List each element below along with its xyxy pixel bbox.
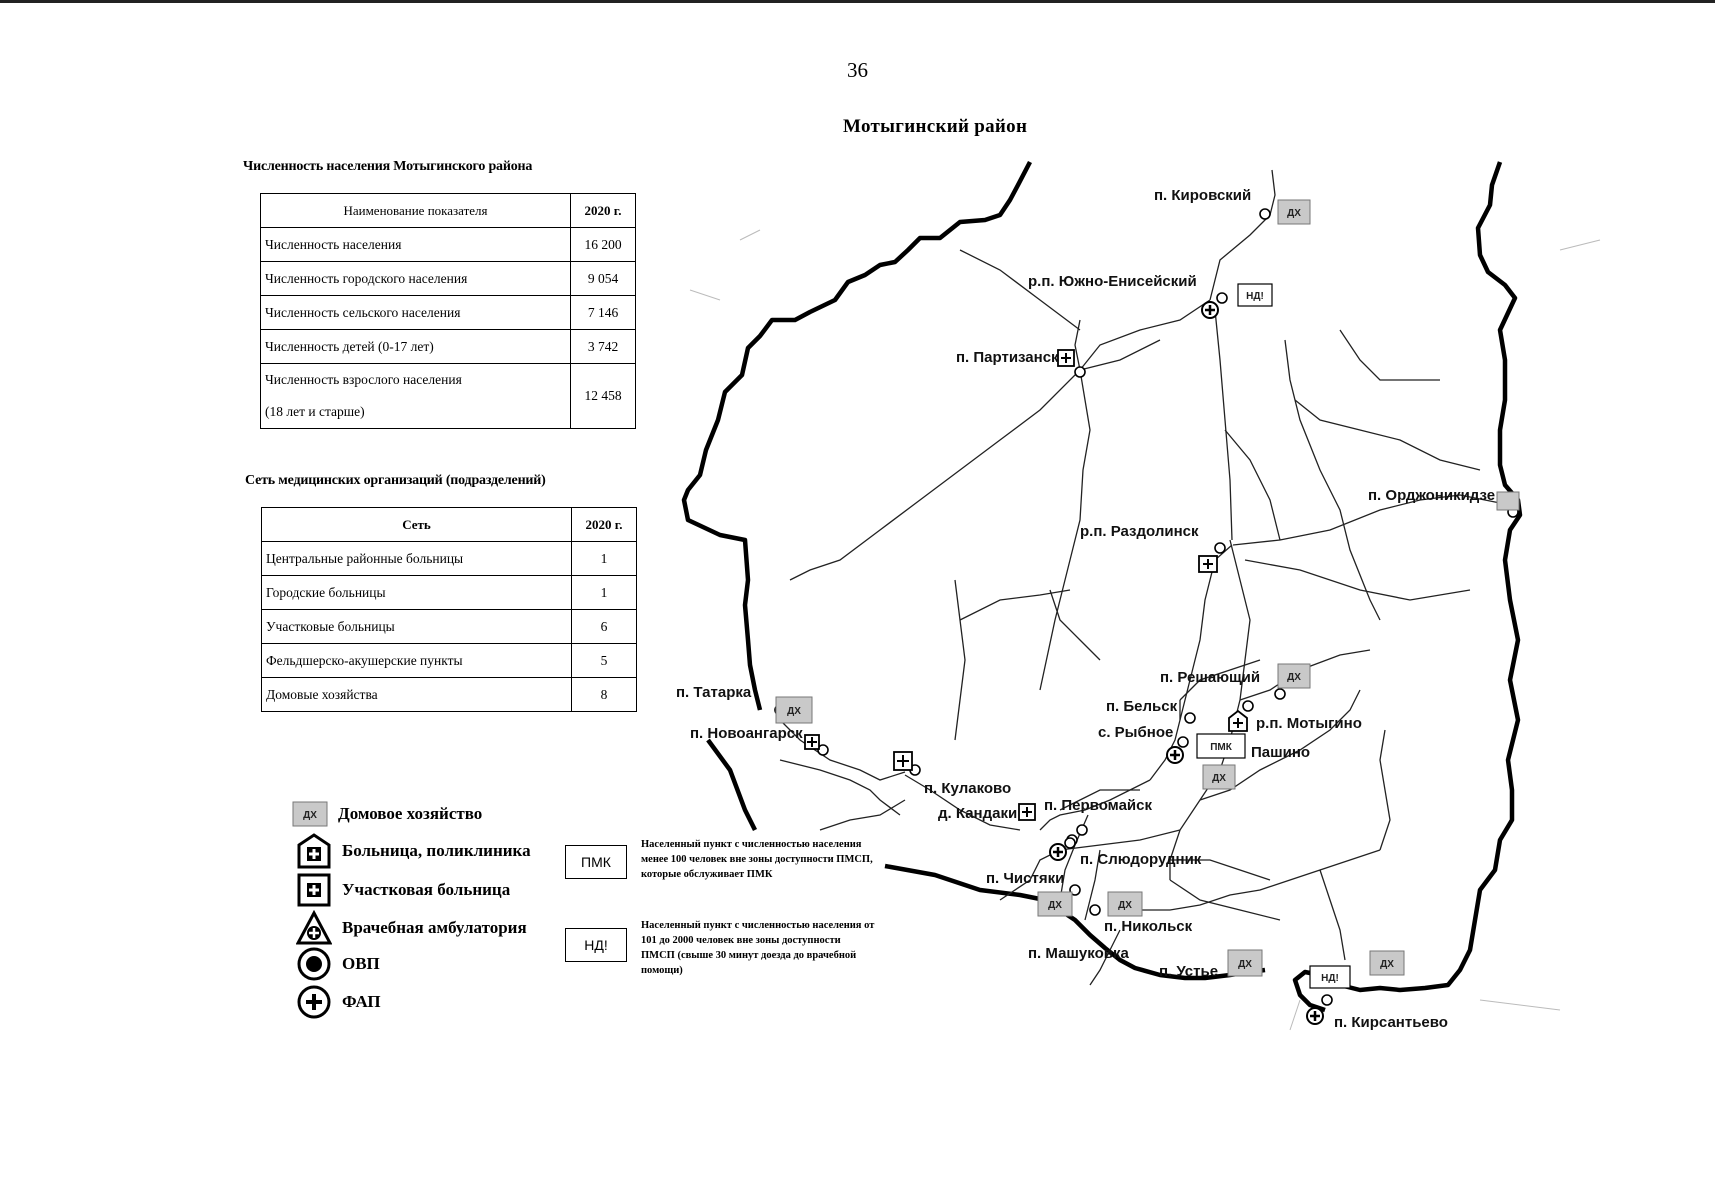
settlement-point <box>1077 825 1087 835</box>
row-name: Численность детей (0-17 лет) <box>261 330 571 364</box>
hospital-icon <box>1229 711 1247 731</box>
nd-badge <box>1310 966 1350 988</box>
district-hospital-icon <box>1019 804 1035 820</box>
row-value: 9 054 <box>571 262 636 296</box>
household-text: ДХ <box>1048 900 1062 911</box>
district-hospital-icon <box>1058 350 1074 366</box>
row-value: 6 <box>572 610 637 644</box>
row-name: Участковые больницы <box>262 610 572 644</box>
row-value: 1 <box>572 542 637 576</box>
household-text: ДХ <box>787 706 801 717</box>
place-label: п. Никольск <box>1104 918 1193 935</box>
legend-district-hospital-label: Участковая больница <box>342 880 511 899</box>
population-table-title: Численность населения Мотыгинского района <box>243 159 533 174</box>
row-value: 5 <box>572 644 637 678</box>
place-label: п. Татарка <box>676 684 752 701</box>
row-name: Численность сельского населения <box>261 296 571 330</box>
household-icon <box>1278 664 1310 688</box>
district-boundary <box>684 162 1030 710</box>
settlement-point <box>1185 713 1195 723</box>
household-text: ДХ <box>1238 959 1252 970</box>
household-icon <box>1038 892 1072 916</box>
row-value: 8 <box>572 678 637 712</box>
fap-icon <box>1050 844 1066 860</box>
household-icon <box>1278 200 1310 224</box>
place-label: п. Решающий <box>1160 669 1261 686</box>
place-label: п. Кирсантьево <box>1334 1014 1448 1031</box>
row-name: Фельдшерско-акушерские пункты <box>262 644 572 678</box>
network-table-title: Сеть медицинских организаций (подразделений) <box>245 473 546 488</box>
settlement-point <box>1215 543 1225 553</box>
household-icon <box>1203 765 1235 789</box>
map-title: Мотыгинский район <box>843 116 1028 137</box>
place-label: Пашино <box>1251 744 1311 761</box>
page-number: 36 <box>847 58 868 82</box>
household-icon <box>776 697 812 723</box>
row-value: 3 742 <box>571 330 636 364</box>
place-label: п. Партизанск <box>956 349 1059 366</box>
household-text: ДХ <box>1380 959 1394 970</box>
legend-hospital-label: Больница, поликлиника <box>342 841 531 860</box>
network-header-name: Сеть <box>262 508 572 542</box>
household-text: ДХ <box>1287 208 1301 219</box>
nd-markers <box>1197 284 1350 988</box>
place-label: п. Орджоникидзе <box>1368 487 1496 504</box>
place-label: п. Слюдорудник <box>1080 851 1202 868</box>
legend-household-label: Домовое хозяйство <box>338 804 483 823</box>
place-label: р.п. Раздолинск <box>1080 523 1199 540</box>
row-value: 1 <box>572 576 637 610</box>
network-header-year: 2020 г. <box>572 508 637 542</box>
nd-badge-text: НД! <box>1321 973 1339 984</box>
pmk-badge <box>1197 734 1245 758</box>
nd-note: Населенный пункт с численностью населения от 101 до 2000 человек вне зоны доступности ПМСП (свыше 30 минут доезда до врачебной помощи) <box>641 920 875 976</box>
place-label: п. Чистяки <box>986 870 1065 887</box>
settlement-point <box>1065 838 1075 848</box>
row-name: Численность населения <box>261 228 571 262</box>
population-header-name: Наименование показателя <box>261 194 571 228</box>
pmk-badge-text: ПМК <box>1210 742 1232 753</box>
place-label: р.п. Мотыгино <box>1256 715 1362 732</box>
fap-markers <box>1050 302 1323 1024</box>
row-name: Центральные районные больницы <box>262 542 572 576</box>
district-hospital-icon <box>1199 556 1217 572</box>
place-label: п. Первомайск <box>1044 797 1152 814</box>
nd-legend-badge: НД! <box>565 928 627 962</box>
settlement-point <box>1275 689 1285 699</box>
household-icon-text: ДХ <box>303 810 317 821</box>
household-text: ДХ <box>1212 773 1226 784</box>
row-name: Домовые хозяйства <box>262 678 572 712</box>
nd-badge-text: НД! <box>1246 291 1264 302</box>
row-name: Городские больницы <box>262 576 572 610</box>
settlement-point <box>1243 701 1253 711</box>
household-text: ДХ <box>1118 900 1132 911</box>
settlement-point <box>1178 737 1188 747</box>
pmk-legend-badge: ПМК <box>565 845 627 879</box>
place-label: п. Кулаково <box>924 780 1012 797</box>
district-boundary <box>1295 162 1520 1010</box>
place-label: п. Бельск <box>1106 698 1178 715</box>
place-label: п. Устье <box>1159 963 1219 980</box>
place-label: п. Новоангарск <box>690 725 803 742</box>
settlement-point <box>1260 209 1270 219</box>
population-header-year: 2020 г. <box>571 194 636 228</box>
legend-ovp-label: ОВП <box>342 954 380 973</box>
household-icon <box>1497 492 1519 510</box>
angara-river-west <box>708 740 755 830</box>
row-name-line1: Численность взрослого населения <box>265 372 462 387</box>
household-icon <box>1228 950 1262 976</box>
place-label: р.п. Южно-Енисейский <box>1028 273 1197 290</box>
row-name: Численность городского населения <box>261 262 571 296</box>
district-hospital-icon <box>805 735 819 749</box>
household-text: ДХ <box>1287 672 1301 683</box>
district-hospital-icon <box>894 752 912 770</box>
household-icon <box>1370 951 1404 975</box>
fap-icon <box>1167 747 1183 763</box>
settlement-point <box>1322 995 1332 1005</box>
settlement-point <box>1217 293 1227 303</box>
pmk-note: Населенный пункт с численностью населения менее 100 человек вне зоны доступности ПМСП, которые обслуживает ПМК <box>641 839 873 880</box>
row-name-line2: (18 лет и старше) <box>265 404 365 419</box>
place-label: с. Рыбное <box>1098 724 1174 741</box>
place-label: п. Машуковка <box>1028 945 1129 962</box>
settlement-point <box>1075 367 1085 377</box>
settlement-point <box>1090 905 1100 915</box>
fap-icon <box>1202 302 1218 318</box>
legend-fap-label: ФАП <box>342 992 381 1011</box>
place-labels <box>676 187 1495 1031</box>
row-value: 7 146 <box>571 296 636 330</box>
place-label: д. Кандаки <box>938 805 1018 822</box>
household-icon <box>1108 892 1142 916</box>
fap-icon <box>1307 1008 1323 1024</box>
row-value: 16 200 <box>571 228 636 262</box>
row-value: 12 458 <box>571 364 636 429</box>
legend-ambulatory-label: Врачебная амбулатория <box>342 918 527 937</box>
nd-badge <box>1238 284 1272 306</box>
place-label: п. Кировский <box>1154 187 1252 204</box>
